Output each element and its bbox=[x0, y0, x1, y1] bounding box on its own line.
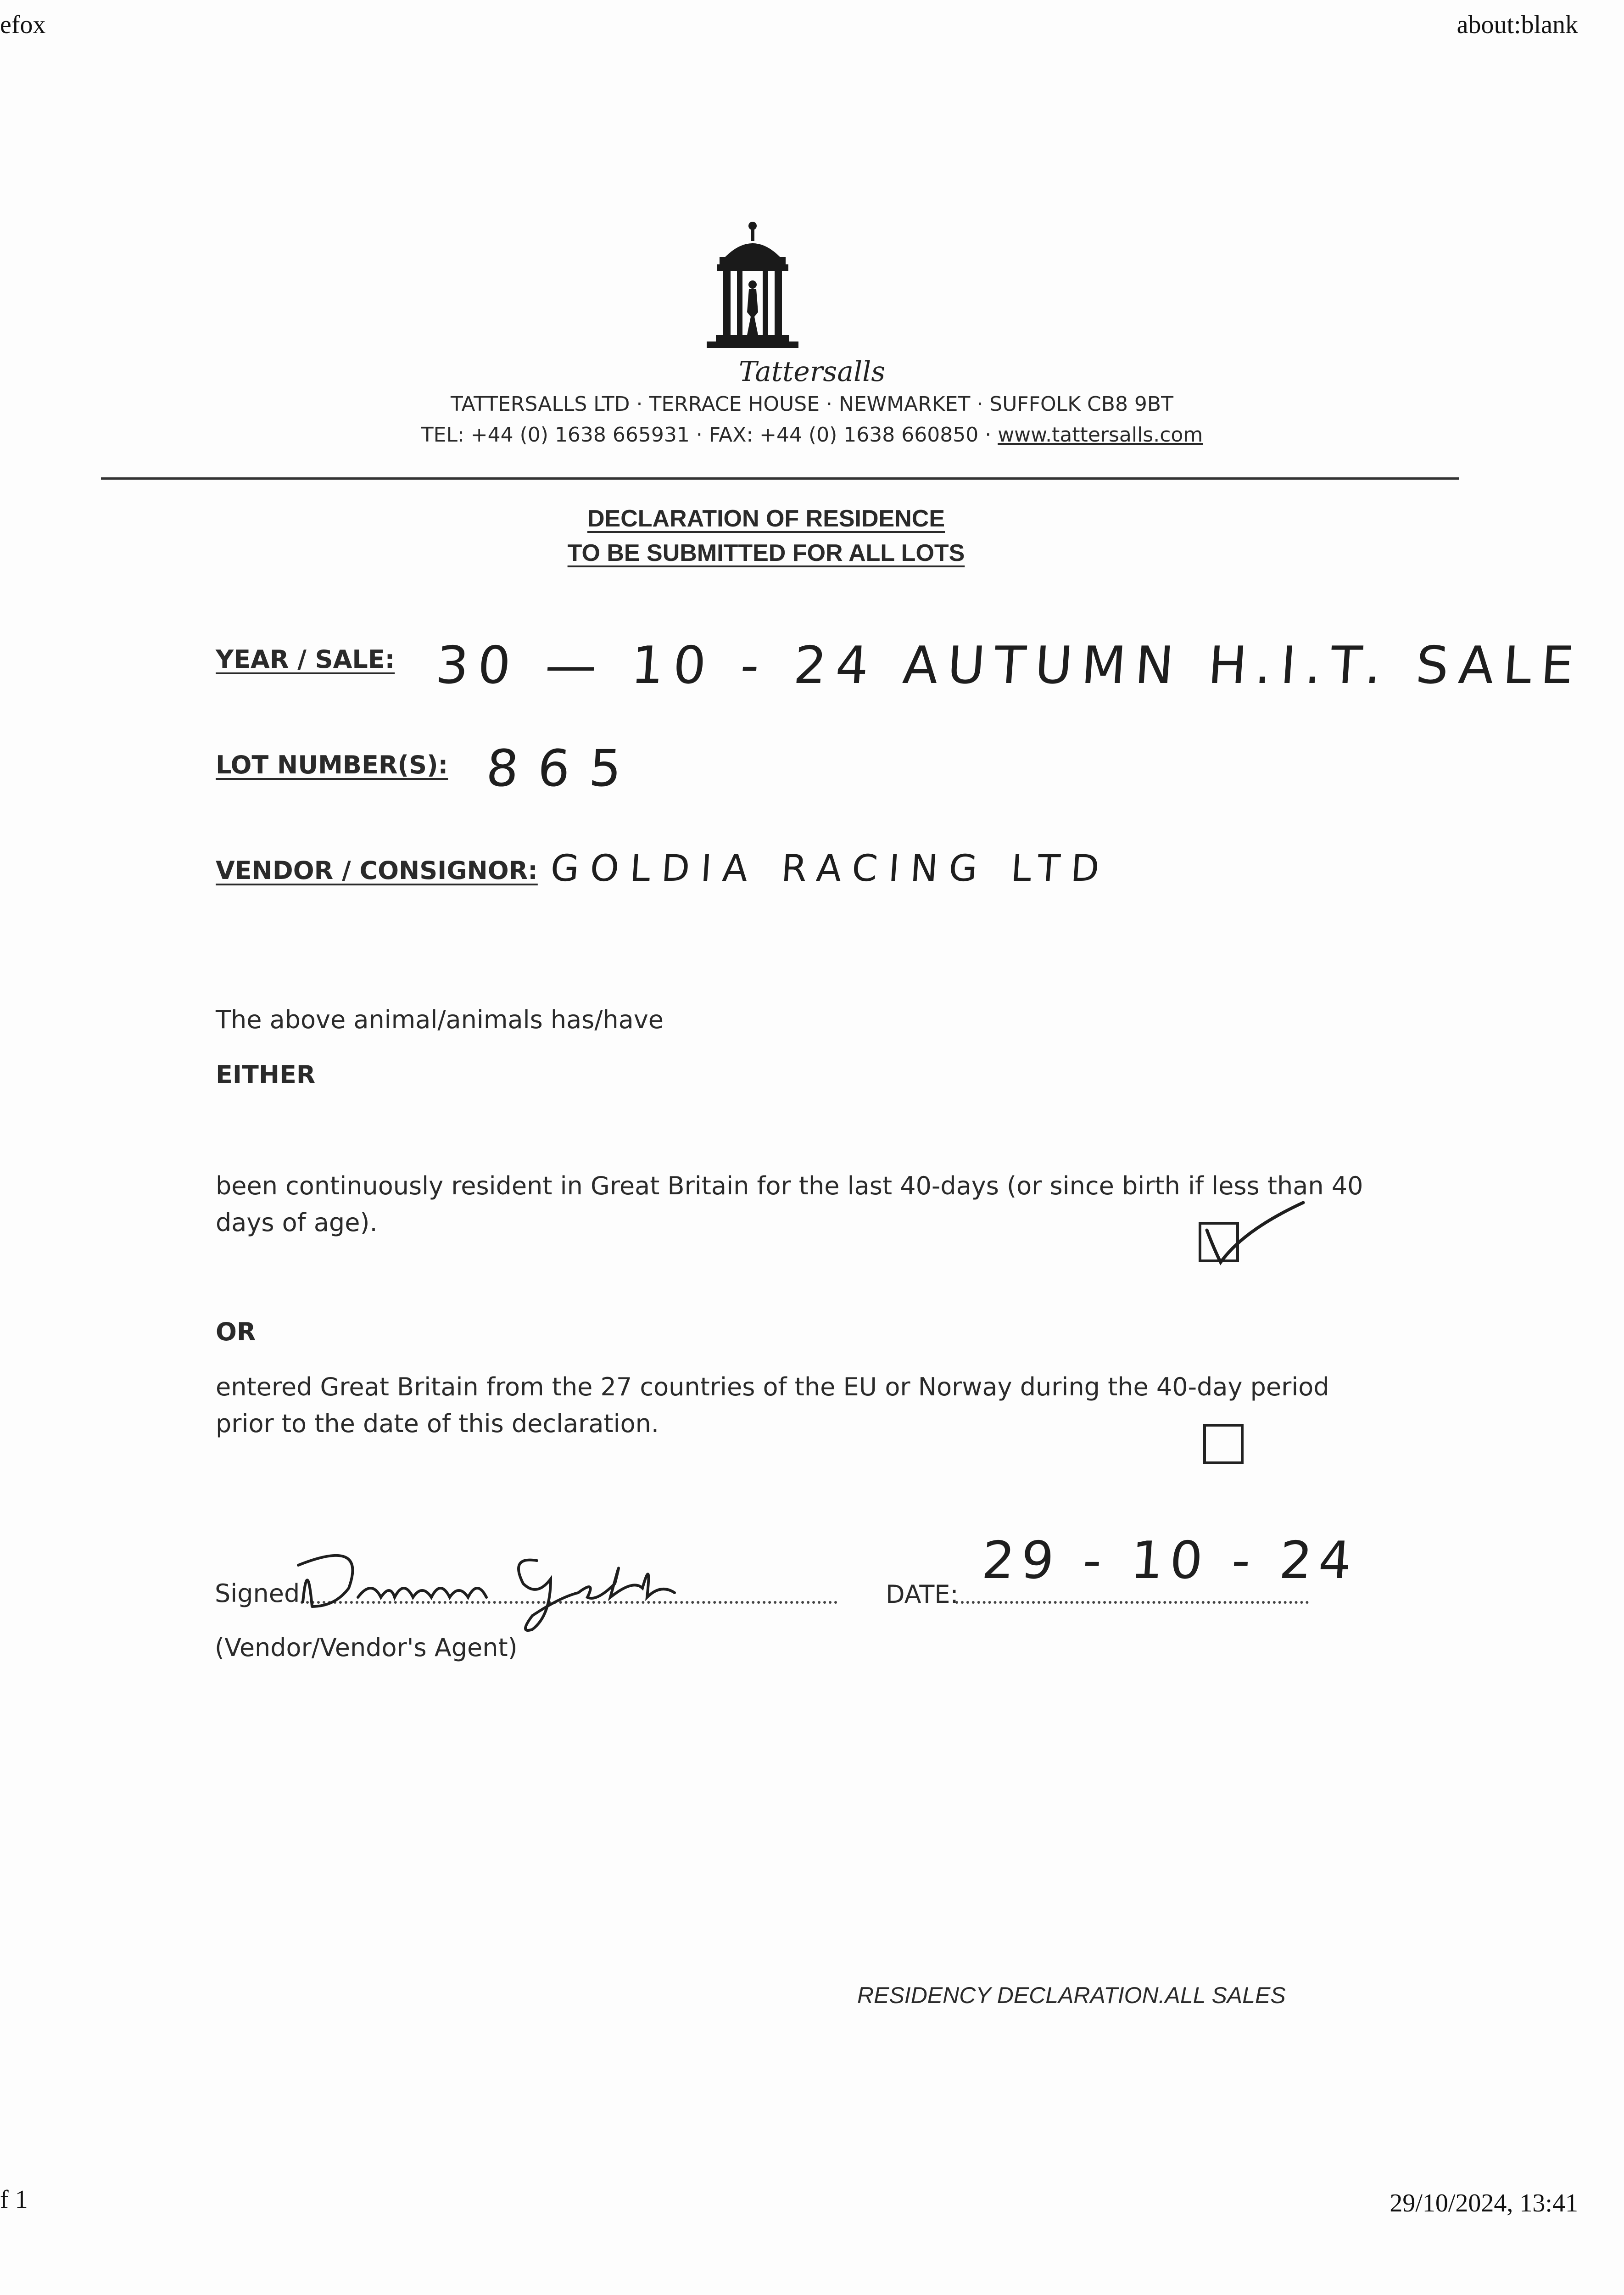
letterhead-address: TATTERSALLS LTD · TERRACE HOUSE · NEWMARKET · SUFFOLK CB8 9BT bbox=[451, 392, 1173, 416]
year-sale-label: YEAR / SALE: bbox=[216, 645, 395, 674]
lot-numbers-label: LOT NUMBER(S): bbox=[216, 750, 448, 779]
option1-text-line1: been continuously resident in Great Britain for the last 40-days (or since birth if less than 40 bbox=[216, 1171, 1363, 1200]
vendor-value[interactable]: GOLDIA RACING LTD bbox=[549, 847, 1112, 890]
option2-checkbox[interactable] bbox=[1203, 1424, 1244, 1464]
date-value[interactable]: 29 - 10 - 24 bbox=[980, 1531, 1360, 1590]
date-line bbox=[955, 1601, 1309, 1604]
brand-name: Tattersalls bbox=[738, 356, 886, 388]
print-timestamp: 29/10/2024, 13:41 bbox=[1390, 2189, 1578, 2217]
form-subtitle: TO BE SUBMITTED FOR ALL LOTS bbox=[567, 540, 965, 566]
signed-label: Signed bbox=[215, 1579, 300, 1608]
form-reference: RESIDENCY DECLARATION.ALL SALES bbox=[857, 1982, 1286, 2008]
letterhead-contact bbox=[0, 423, 1624, 447]
tattersalls-logo bbox=[707, 220, 798, 358]
option2-text-line2: prior to the date of this declaration. bbox=[216, 1409, 659, 1438]
option1-text-line2: days of age). bbox=[216, 1208, 378, 1237]
vendor-agent-note: (Vendor/Vendor's Agent) bbox=[215, 1633, 518, 1662]
option2-text-line1: entered Great Britain from the 27 countries of the EU or Norway during the 40-day period bbox=[216, 1372, 1329, 1401]
date-label: DATE: bbox=[886, 1580, 959, 1609]
page-count-fragment: f 1 bbox=[0, 2185, 28, 2214]
letterhead-divider bbox=[101, 477, 1459, 480]
intro-text: The above animal/animals has/have bbox=[216, 1005, 664, 1034]
either-label: EITHER bbox=[216, 1060, 316, 1089]
checkmark-icon bbox=[1193, 1193, 1312, 1271]
browser-title-fragment: efox bbox=[0, 11, 46, 39]
website-link[interactable]: www.tattersalls.com bbox=[998, 423, 1203, 447]
vendor-label: VENDOR / CONSIGNOR: bbox=[216, 856, 538, 885]
handwritten-signature[interactable] bbox=[294, 1528, 753, 1634]
form-title: DECLARATION OF RESIDENCE bbox=[587, 505, 945, 532]
contact-details: TEL: +44 (0) 1638 665931 · FAX: +44 (0) 1638 660850 · bbox=[421, 423, 998, 447]
lot-numbers-value[interactable]: 865 bbox=[484, 739, 643, 798]
or-label: OR bbox=[216, 1317, 256, 1346]
rotunda-statue-icon bbox=[707, 220, 798, 358]
browser-url: about:blank bbox=[1457, 11, 1578, 39]
year-sale-value[interactable]: 30 — 10 - 24 AUTUMN H.I.T. SALE bbox=[434, 636, 1585, 695]
